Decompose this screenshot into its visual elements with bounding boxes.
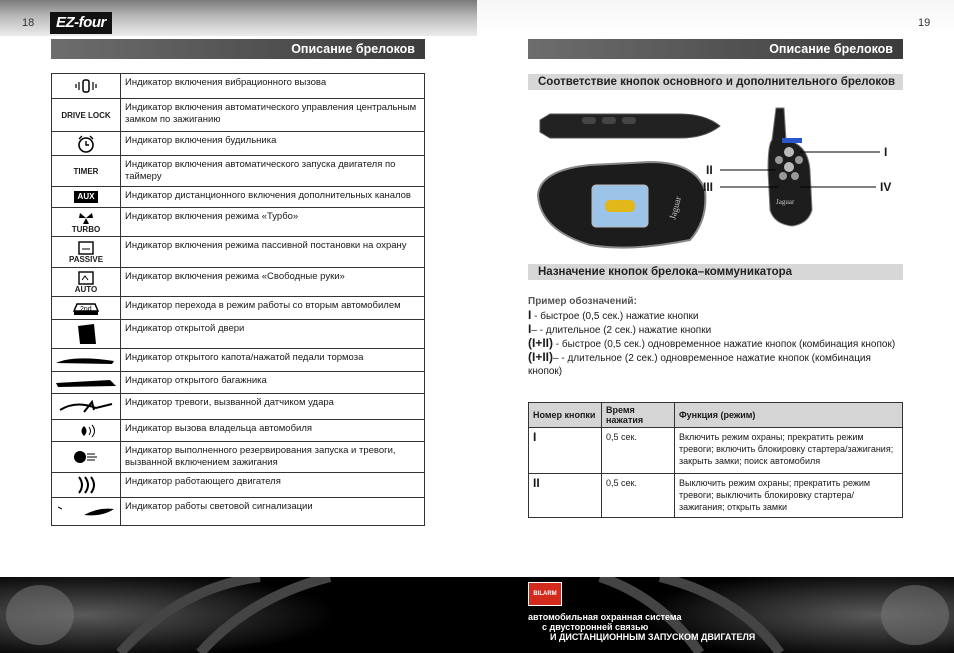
- indicator-description: Индикатор дистанционного включения дополнительных каналов: [121, 187, 425, 208]
- shock-icon: [53, 398, 119, 416]
- table-row: [52, 394, 425, 420]
- lights-icon: [53, 505, 119, 519]
- legend-mark: (I+II): [528, 336, 554, 350]
- legend-item: [528, 323, 903, 337]
- drive-lock-icon: [53, 111, 119, 120]
- indicator-icon-label: DRIVE LOCK: [61, 110, 111, 120]
- vibration-icon: [53, 77, 119, 95]
- keyfob-illustration: [530, 100, 905, 260]
- table-row: [52, 268, 425, 297]
- col-header-button: Номер кнопки: [529, 403, 602, 428]
- legend-mark: (I+II): [528, 350, 554, 364]
- indicator-icon-cell: [52, 372, 121, 394]
- indicator-icon-cell: [52, 132, 121, 156]
- indicator-description: Индикатор включения режима «Свободные руки»: [121, 268, 425, 297]
- svg-text:Jaguar: Jaguar: [667, 195, 684, 221]
- indicator-icon-cell: [52, 498, 121, 526]
- footer-band: [0, 577, 954, 653]
- alarm-clock-icon: [53, 134, 119, 154]
- left-page-number: 18: [22, 17, 35, 29]
- indicator-description: Индикатор открытого багажника: [121, 372, 425, 394]
- table-row: [52, 420, 425, 442]
- row-button: II: [529, 474, 602, 518]
- table-row: [52, 349, 425, 372]
- indicator-description: Индикатор включения режима «Турбо»: [121, 208, 425, 237]
- indicator-icon-cell: [52, 237, 121, 268]
- reserve-icon: [53, 448, 119, 466]
- trunk-icon: [53, 376, 119, 390]
- indicator-icon-cell: [52, 394, 121, 420]
- indicator-description: Индикатор открытого капота/нажатой педали тормоза: [121, 349, 425, 372]
- legend-item: [528, 351, 903, 378]
- indicator-description: Индикатор включения вибрационного вызова: [121, 74, 425, 99]
- table-row: [52, 156, 425, 187]
- indicator-description: Индикатор включения режима пассивной постановки на охрану: [121, 237, 425, 268]
- indicator-icon-cell: [52, 297, 121, 320]
- table-row: [529, 474, 903, 518]
- indicator-icon-cell: [52, 156, 121, 187]
- col-header-time: Время нажатия: [602, 403, 675, 428]
- row-button: I: [529, 428, 602, 474]
- legend-text: - быстрое (0,5 сек.) одновременное нажатие кнопок (комбинация кнопок): [553, 339, 896, 350]
- table-row: [52, 320, 425, 349]
- passive-icon: [53, 241, 119, 264]
- callout-I: I: [884, 145, 888, 159]
- table-row: [52, 297, 425, 320]
- indicator-icon-cell: [52, 442, 121, 473]
- table-row: [52, 498, 425, 526]
- legend-mark: I: [528, 322, 532, 336]
- svg-text:2nd: 2nd: [80, 306, 92, 313]
- door-icon: [53, 322, 119, 346]
- indicator-icon-label: AUTO: [74, 284, 98, 294]
- indicator-description: Индикатор работающего двигателя: [121, 473, 425, 498]
- indicator-icon-cell: [52, 208, 121, 237]
- callout-III: III: [703, 180, 714, 194]
- indicator-description: Индикатор открытой двери: [121, 320, 425, 349]
- jaguar-left-icon: [6, 585, 74, 645]
- legend-block: [528, 309, 903, 378]
- indicator-description: Индикатор работы световой сигнализации: [121, 498, 425, 526]
- footer-tagline: [528, 612, 755, 642]
- table-row: [52, 372, 425, 394]
- indicator-icon-cell: [52, 320, 121, 349]
- table-row: [529, 428, 903, 474]
- table-row: [52, 187, 425, 208]
- footer-line3: И ДИСТАНЦИОННЫМ ЗАПУСКОМ ДВИГАТЕЛЯ: [550, 632, 756, 642]
- engine-icon: [53, 474, 119, 496]
- row-function: Выключить режим охраны; прекратить режим тревоги; выключить блокировку стартера/зажигания; открыть замки: [675, 474, 903, 518]
- table-row: [52, 237, 425, 268]
- jaguar-right-icon: [881, 585, 949, 645]
- svg-text:Jaguar: Jaguar: [776, 198, 795, 206]
- table-row: [52, 74, 425, 99]
- legend-item: [528, 309, 903, 323]
- indicator-icon-cell: [52, 74, 121, 99]
- table-row: [52, 99, 425, 132]
- col-header-function: Функция (режим): [675, 403, 903, 428]
- legend-text: – - длительное (2 сек.) нажатие кнопки: [531, 325, 712, 336]
- indicator-icon-cell: [52, 99, 121, 132]
- second-car-icon: [53, 298, 119, 318]
- turbo-icon: [53, 211, 119, 234]
- hood-icon: [53, 353, 119, 367]
- right-section-title: Описание брелоков: [528, 39, 903, 59]
- owner-call-icon: [53, 422, 119, 440]
- indicator-icon-cell: [52, 268, 121, 297]
- legend-text: - быстрое (0,5 сек.) нажатие кнопки: [531, 311, 699, 322]
- indicator-description: Индикатор тревоги, вызванной датчиком удара: [121, 394, 425, 420]
- footer-line2: с двусторонней связью: [542, 622, 649, 632]
- example-title: Пример обозначений:: [528, 296, 637, 307]
- indicator-description: Индикатор выполненного резервирования запуска и тревоги, вызванной включением зажигания: [121, 442, 425, 473]
- indicator-icon-cell: [52, 187, 121, 208]
- indicator-description: Индикатор включения автоматического управления центральным замком по зажиганию: [121, 99, 425, 132]
- button-function-table: [528, 402, 903, 518]
- legend-text: – - длительное (2 сек.) одновременное нажатие кнопок (комбинация кнопок): [528, 353, 871, 377]
- left-section-title: Описание брелоков: [51, 39, 425, 59]
- brand-logo: EZ-four: [50, 12, 112, 34]
- row-function: Включить режим охраны; прекратить режим тревоги; включить блокировку стартера/зажигания; закрыть замки; поиск автомобиля: [675, 428, 903, 474]
- indicator-icon-label: PASSIVE: [68, 254, 104, 264]
- legend-item: [528, 337, 903, 351]
- table-row: [52, 473, 425, 498]
- row-time: 0,5 сек.: [602, 474, 675, 518]
- indicator-description: Индикатор включения автоматического запуска двигателя по таймеру: [121, 156, 425, 187]
- indicator-icon-label: TIMER: [73, 166, 99, 176]
- indicator-description: Индикатор перехода в режим работы со вторым автомобилем: [121, 297, 425, 320]
- indicator-icon-cell: [52, 420, 121, 442]
- row-time: 0,5 сек.: [602, 428, 675, 474]
- indicator-description: Индикатор вызова владельца автомобиля: [121, 420, 425, 442]
- table-row: [52, 132, 425, 156]
- timer-icon: [53, 167, 119, 176]
- indicator-icon-cell: [52, 473, 121, 498]
- footer-line1: автомобильная охранная система: [528, 612, 682, 622]
- footer-background-art: [0, 577, 954, 653]
- legend-mark: I: [528, 308, 532, 322]
- aux-icon: AUX: [53, 191, 119, 203]
- subsection-button-assignment: Назначение кнопок брелока–коммуникатора: [528, 264, 903, 280]
- subsection-buttons-correspondence: Соответствие кнопок основного и дополнительного брелоков: [528, 74, 903, 90]
- indicator-icon-cell: [52, 349, 121, 372]
- callout-IV: IV: [880, 180, 892, 194]
- indicator-icon-label: TURBO: [71, 224, 101, 234]
- auto-icon: [53, 271, 119, 294]
- callout-II: II: [706, 163, 713, 177]
- indicator-table: [51, 73, 425, 526]
- table-row: [52, 208, 425, 237]
- right-top-band: [477, 0, 954, 36]
- right-page-number: 19: [918, 17, 931, 29]
- bilarm-logo: BILARM: [528, 582, 562, 606]
- indicator-description: Индикатор включения будильника: [121, 132, 425, 156]
- table-row: [52, 442, 425, 473]
